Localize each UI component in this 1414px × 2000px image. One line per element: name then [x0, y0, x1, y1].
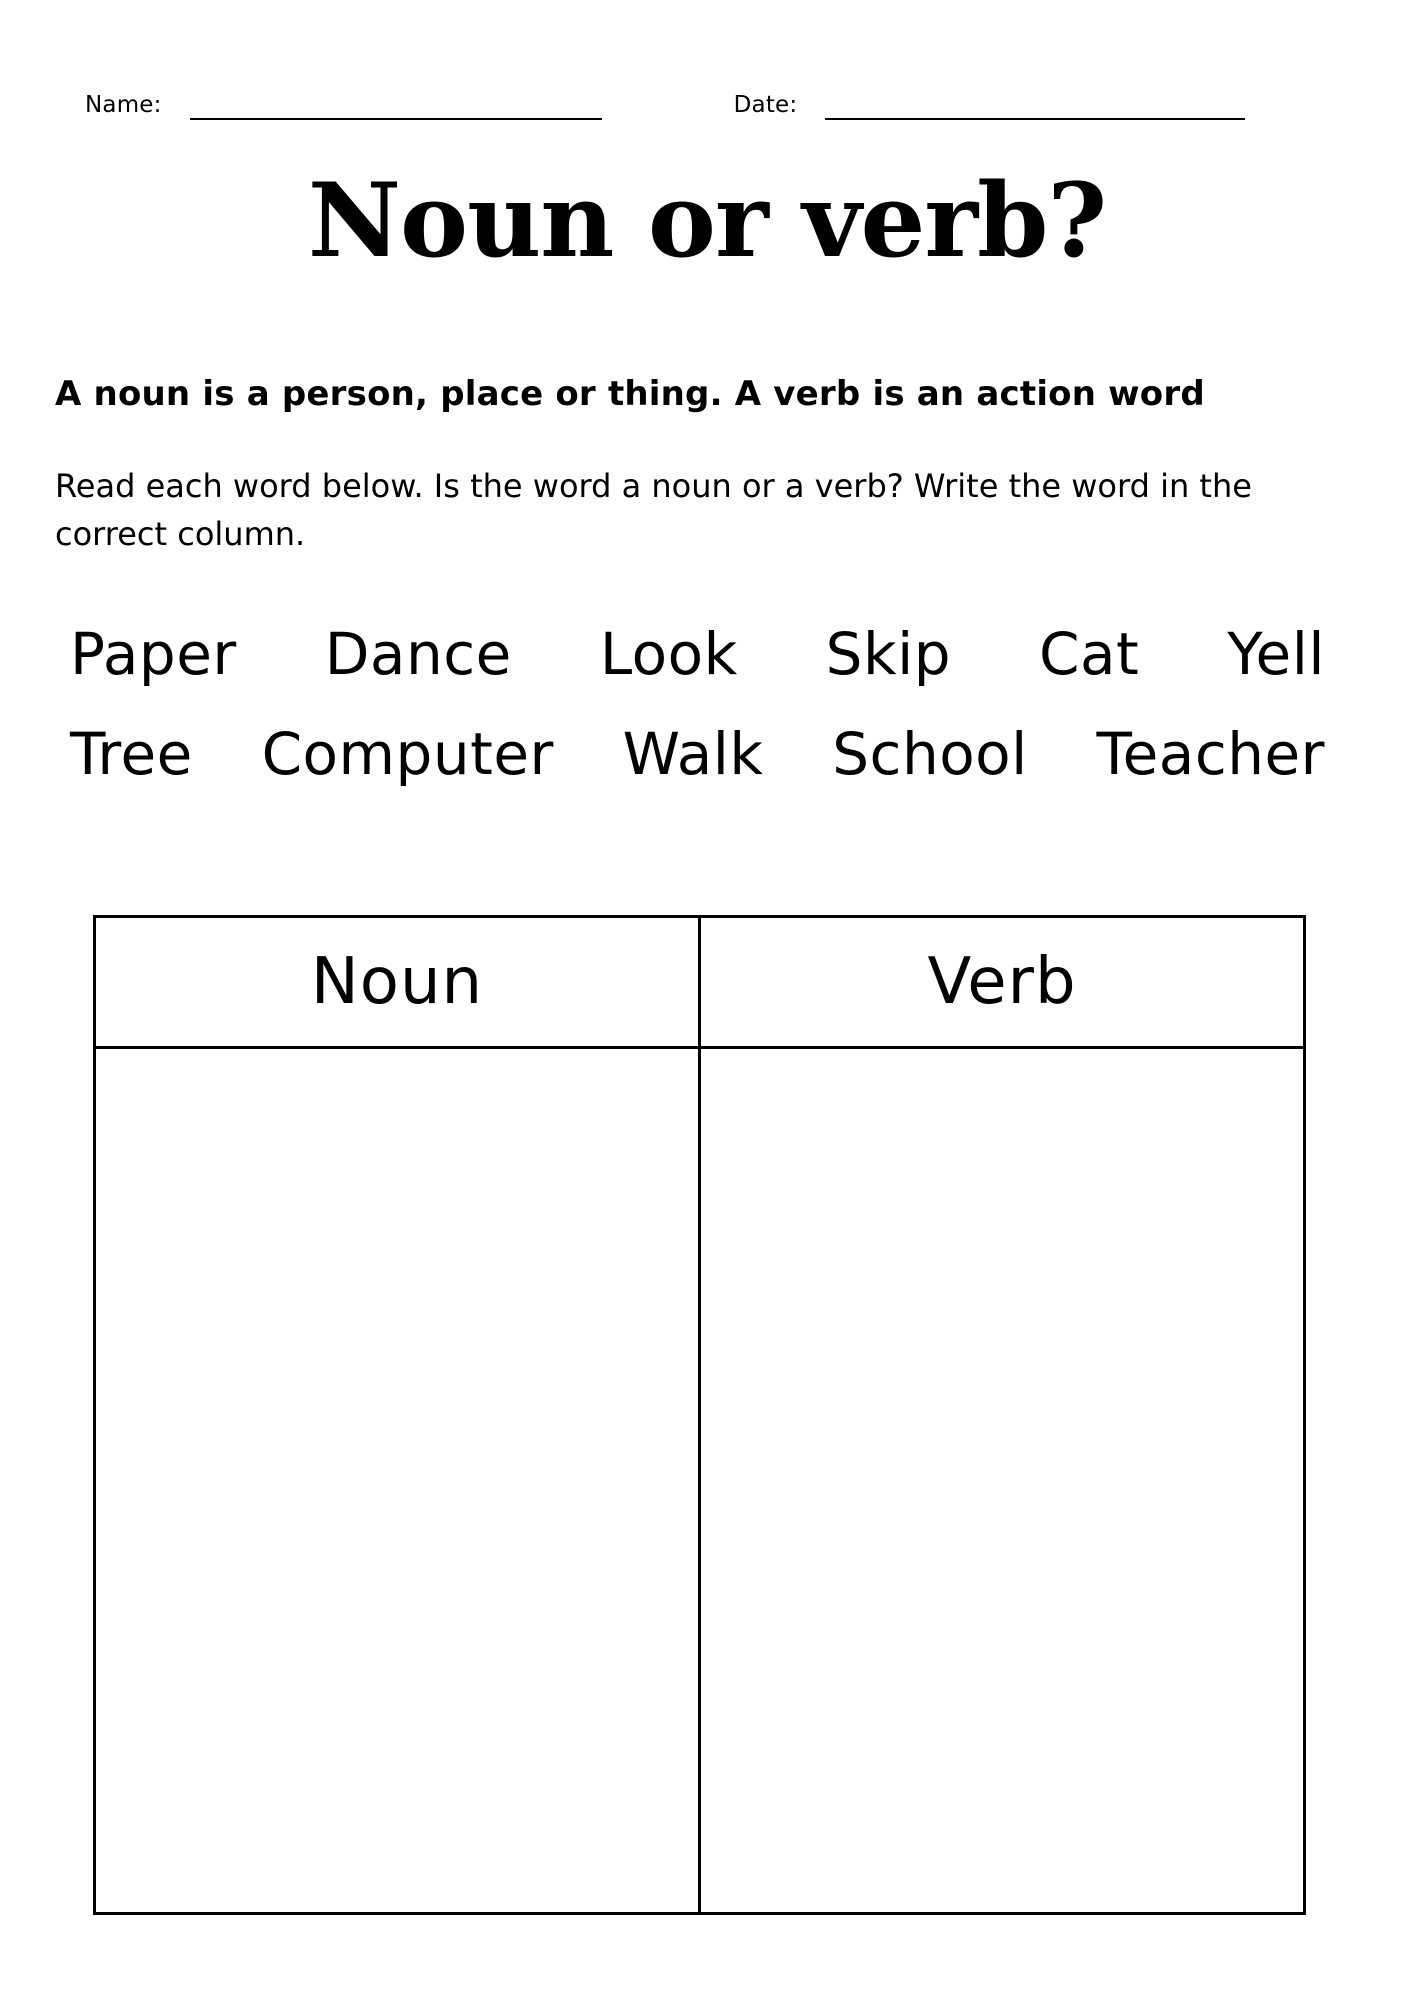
- word-item: Tree: [70, 720, 193, 788]
- noun-answer-area[interactable]: [96, 1049, 701, 1912]
- word-item: Dance: [324, 620, 512, 688]
- name-date-row: [85, 92, 1330, 120]
- date-label: Date:: [733, 92, 798, 118]
- word-item: Skip: [825, 620, 952, 688]
- table-header-row: [96, 918, 1303, 1049]
- page-title: Noun or verb?: [307, 161, 1107, 281]
- date-input-line[interactable]: [825, 92, 1245, 120]
- word-item: Cat: [1039, 620, 1140, 688]
- word-item: Look: [599, 620, 738, 688]
- table-body: [96, 1049, 1303, 1912]
- answer-table: [93, 915, 1306, 1915]
- name-input-line[interactable]: [190, 92, 602, 120]
- blank-writing-space[interactable]: [96, 1049, 698, 1912]
- word-item: Computer: [261, 720, 554, 788]
- word-bank-row-1: [70, 620, 1325, 688]
- word-item: Walk: [622, 720, 764, 788]
- word-item: Yell: [1227, 620, 1325, 688]
- name-label: Name:: [85, 92, 162, 118]
- word-item: Paper: [70, 620, 237, 688]
- table-header-verb: [701, 918, 1303, 1046]
- instructions-text: Read each word below. Is the word a noun or a verb? Write the word in the correct column.: [55, 467, 1252, 553]
- word-item: School: [832, 720, 1028, 788]
- definition-text: A noun is a person, place or thing. A verb is an action word: [55, 374, 1205, 414]
- column-header-label: Noun: [310, 945, 484, 1019]
- word-item: Teacher: [1096, 720, 1325, 788]
- word-bank-row-2: [70, 720, 1325, 788]
- column-header-label: Verb: [927, 945, 1077, 1019]
- verb-answer-area[interactable]: [701, 1049, 1303, 1912]
- blank-writing-space[interactable]: [701, 1049, 1303, 1912]
- table-header-noun: [96, 918, 701, 1046]
